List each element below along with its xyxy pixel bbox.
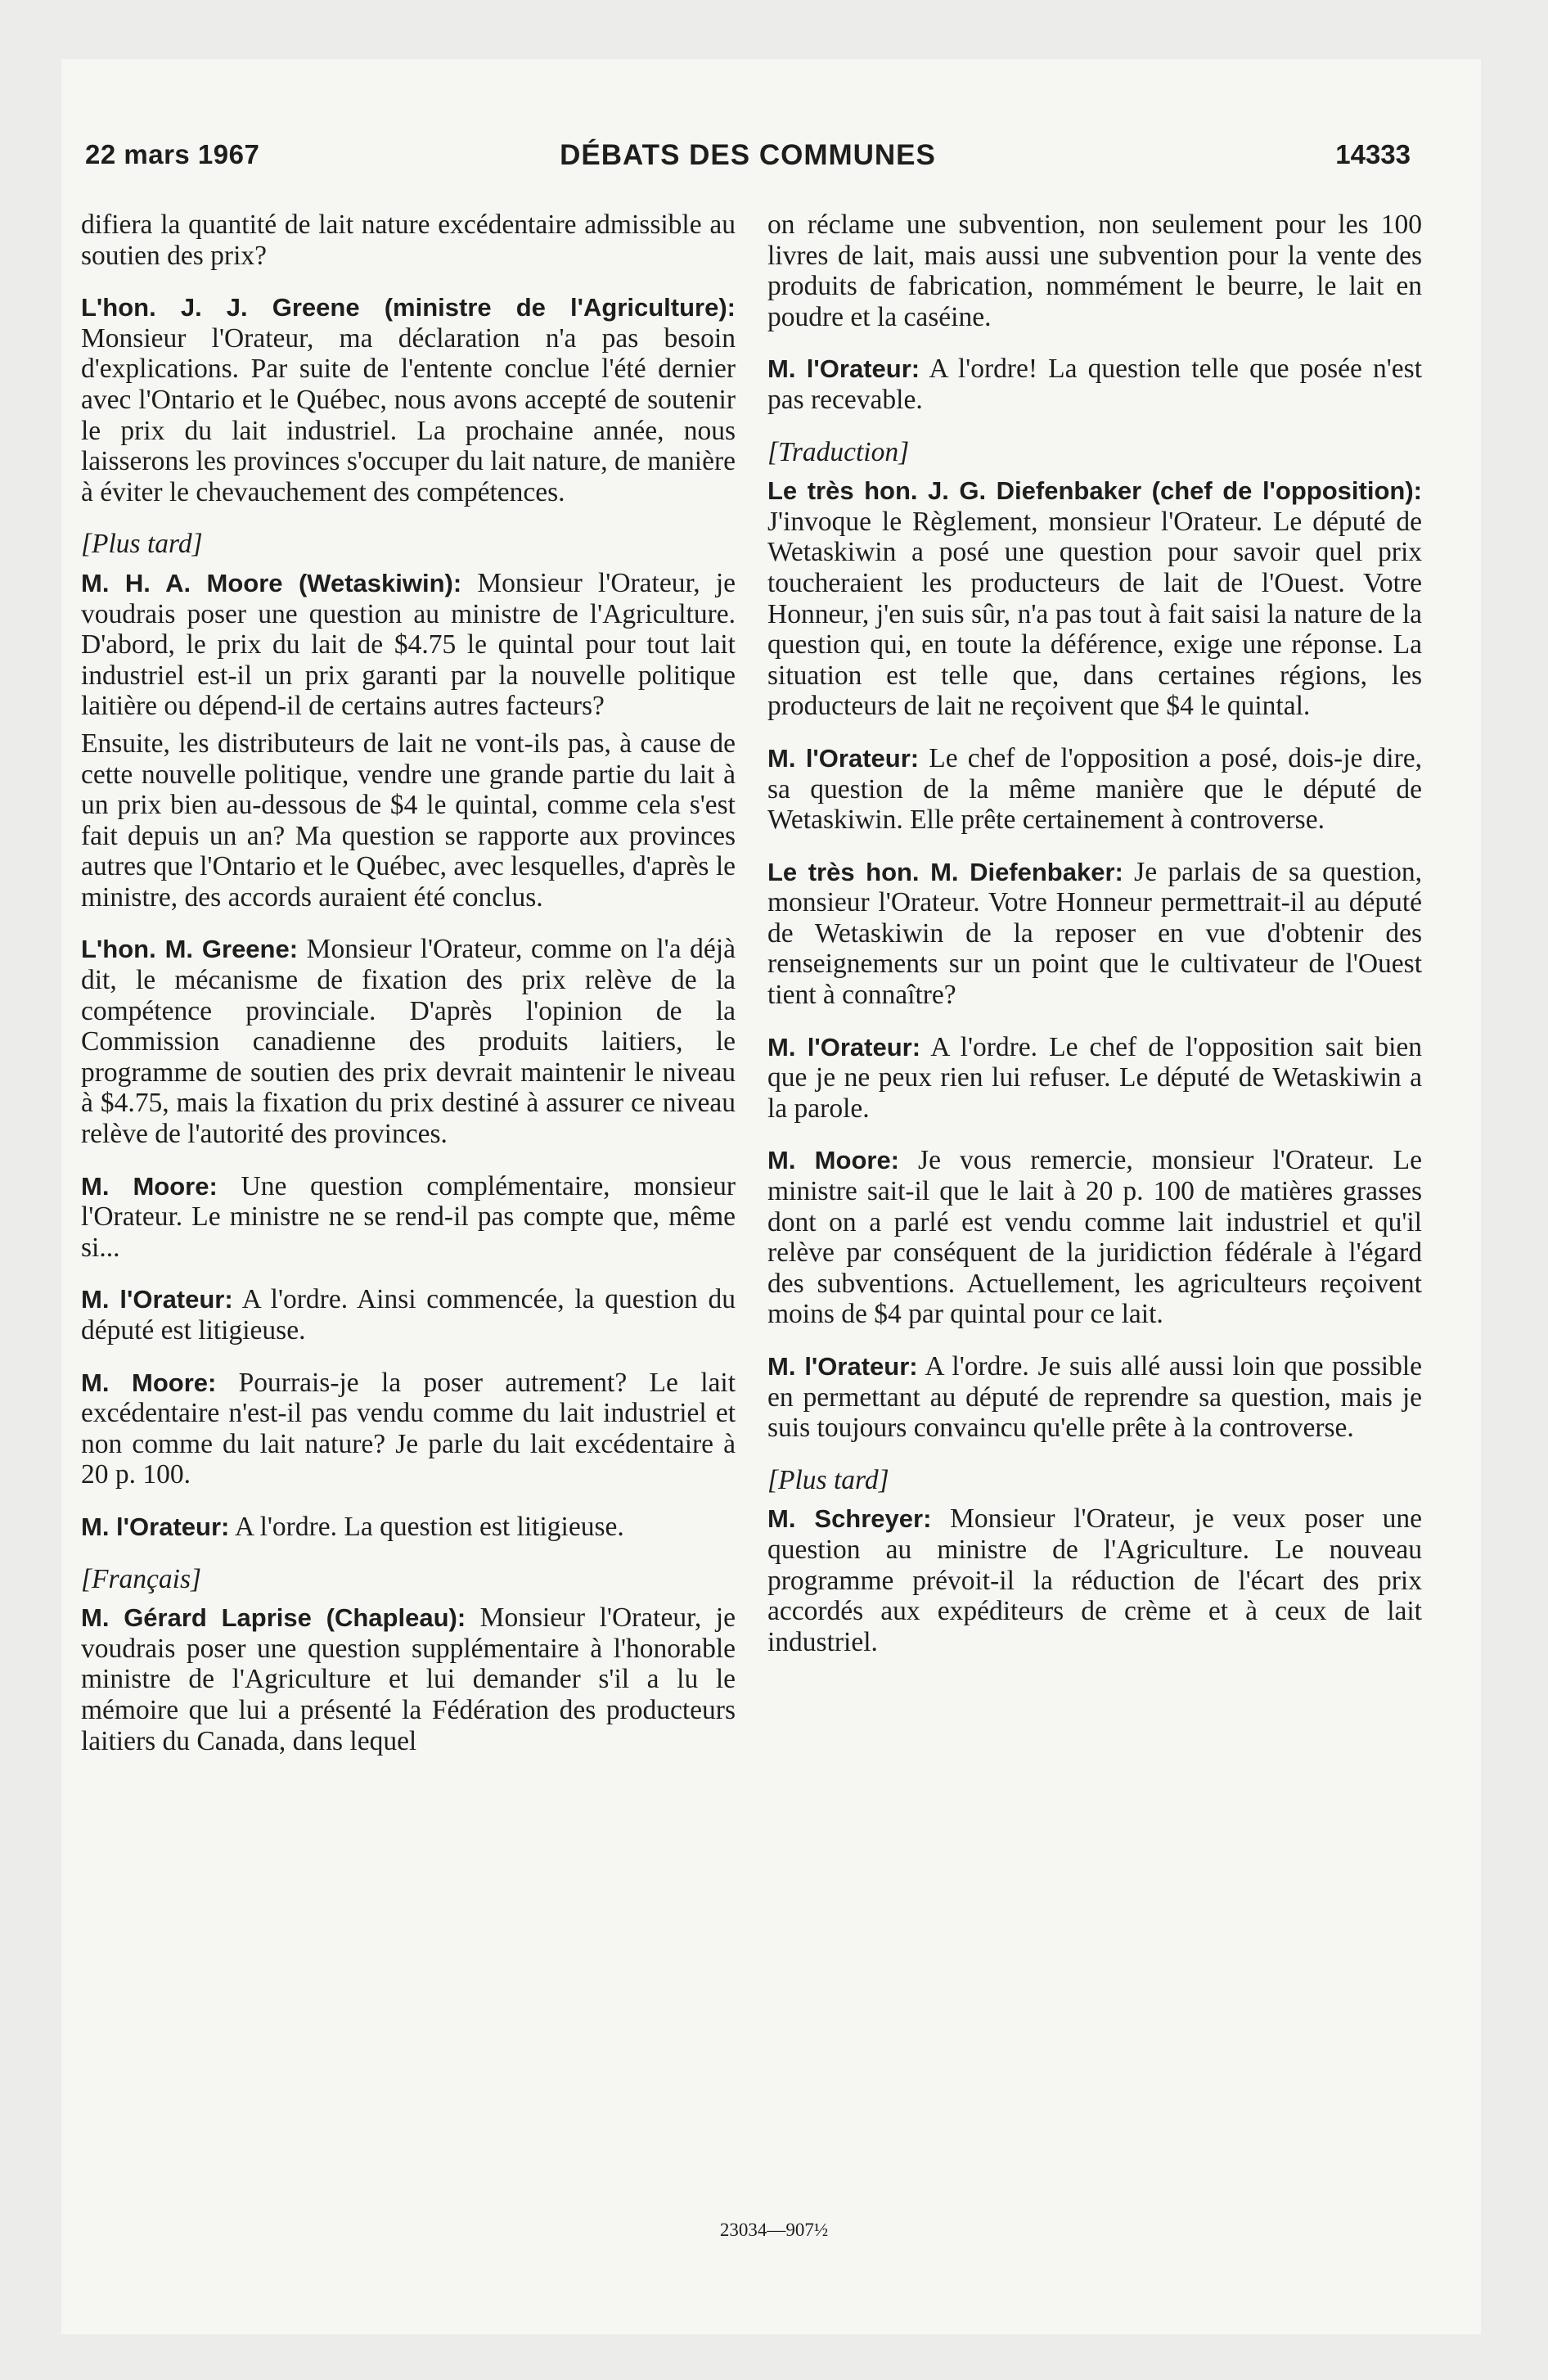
- speaker-name: M. Moore:: [81, 1368, 217, 1397]
- language-tag: [Plus tard]: [81, 529, 203, 560]
- paragraph: [81, 568, 736, 722]
- speaker-name: M. l'Orateur:: [767, 1032, 921, 1062]
- paragraph: [767, 1032, 1422, 1125]
- paragraph-text: Une question complémentaire, monsieur l'Orateur. Le ministre ne se rend-il pas compte que, même si...: [81, 1170, 736, 1263]
- header-page-number: 14333: [1335, 139, 1411, 169]
- speaker-name: Le très hon. M. Diefenbaker:: [767, 857, 1123, 886]
- speaker-name: M. Moore:: [81, 1171, 218, 1201]
- paragraph-text: Je vous remercie, monsieur l'Orateur. Le ministre sait-il que le lait à 20 p. 100 de matières grasses dont on a parlé est vendu comme lait industriel et qu'il relève par conséquent de la juridiction fédérale à l'égard des subventions. Actuellement, les agriculteurs reçoivent moins de $4 par quintal pour ce lait.: [767, 1145, 1422, 1330]
- speaker-name: M. l'Orateur:: [767, 743, 920, 773]
- paragraph-text: J'invoque le Règlement, monsieur l'Orateur. Le député de Wetaskiwin a posé une question pour savoir quel prix toucheraient les producteurs de lait de l'Ouest. Votre Honneur, j'en suis sûr, n'a pas tout à fait saisi la nature de la question qui, en toute la déférence, exige une réponse. La situation est telle que, dans certaines régions, les producteurs de lait ne reçoivent que $4 le quintal.: [767, 506, 1422, 722]
- paragraph-text: A l'ordre. Le chef de l'opposition sait bien que je ne peux rien lui refuser. Le député de Wetaskiwin a la parole.: [767, 1031, 1422, 1124]
- speaker-name: M. l'Orateur:: [81, 1285, 233, 1314]
- speaker-name: L'hon. J. J. Greene (ministre de l'Agriculture):: [81, 293, 736, 322]
- paragraph: [81, 1512, 736, 1543]
- paragraph: [767, 743, 1422, 836]
- paragraph: [767, 857, 1422, 1011]
- page-header: [85, 139, 1411, 188]
- paragraph: [767, 210, 1422, 332]
- paragraph: [81, 934, 736, 1149]
- language-tag: [Plus tard]: [767, 1464, 889, 1495]
- paragraph-text: Le chef de l'opposition a posé, dois-je dire, sa question de la même manière que le député de Wetaskiwin. Elle prête certainement à controverse.: [767, 742, 1422, 836]
- paragraph-text: A l'ordre! La question telle que posée n'est pas recevable.: [767, 354, 1422, 415]
- paragraph: [81, 1284, 736, 1346]
- paragraph-text: difiera la quantité de lait nature excédentaire admissible au soutien des prix?: [81, 210, 736, 271]
- header-date: 22 mars 1967: [85, 139, 260, 169]
- paragraph-text: Pourrais-je la poser autrement? Le lait excédentaire n'est-il pas vendu comme du lait industriel et non comme du lait nature? Je parle du lait excédentaire à 20 p. 100.: [81, 1367, 736, 1490]
- paragraph: [767, 1351, 1422, 1444]
- paragraph-text: Monsieur l'Orateur, ma déclaration n'a pas besoin d'explications. Par suite de l'entente conclue l'été dernier avec l'Ontario et le Québec, nous avons accepté de soutenir le prix du lait industriel. La prochaine année, nous laisserons les provinces s'occuper du lait nature, de manière à éviter le chevauchement des compétences.: [81, 322, 736, 507]
- paragraph-text: A l'ordre. Ainsi commencée, la question du député est litigieuse.: [81, 1284, 736, 1346]
- paragraph-text: Monsieur l'Orateur, comme on l'a déjà dit, le mécanisme de fixation des prix relève de la compétence provinciale. D'après l'opinion de la Commission canadienne des produits laitiers, le programme de soutien des prix devrait maintenir le niveau à $4.75, mais la fixation du prix destiné à assurer ce niveau relève de l'autorité des provinces.: [81, 934, 736, 1150]
- language-tag: [Traduction]: [767, 436, 910, 467]
- paragraph: [81, 292, 736, 507]
- header-title: DÉBATS DES COMMUNES: [560, 139, 936, 171]
- left-column: [81, 210, 736, 1778]
- paragraph: [767, 354, 1422, 415]
- paragraph: [81, 210, 736, 271]
- speaker-name: M. Moore:: [767, 1146, 900, 1175]
- right-column: [767, 210, 1422, 1679]
- paragraph: [81, 1368, 736, 1490]
- speaker-name: L'hon. M. Greene:: [81, 935, 299, 964]
- paragraph-text: Monsieur l'Orateur, je veux poser une question au ministre de l'Agriculture. Le nouveau programme prévoit-il la réduction de l'écart des prix accordés aux expéditeurs de crème et à ceux de lait industriel.: [767, 1503, 1423, 1657]
- paragraph: [767, 1145, 1422, 1330]
- speaker-name: M. l'Orateur:: [767, 354, 920, 384]
- paragraph-text: A l'ordre. La question est litigieuse.: [229, 1511, 624, 1542]
- paragraph-text: Monsieur l'Orateur, je voudrais poser une question supplémentaire à l'honorable ministre de l'Agriculture et lui demander s'il a lu le mémoire que lui a présenté la Fédération des producteurs laitiers du Canada, dans lequel: [81, 1602, 736, 1756]
- speaker-name: M. l'Orateur:: [81, 1512, 230, 1541]
- paragraph-text: A l'ordre. Je suis allé aussi loin que possible en permettant au député de reprendre sa question, mais je suis toujours convaincu qu'elle prête à la controverse.: [767, 1351, 1422, 1444]
- speaker-name: M. Schreyer:: [767, 1504, 932, 1534]
- speaker-name: M. Gérard Laprise (Chapleau):: [81, 1603, 466, 1633]
- paragraph: [81, 728, 736, 913]
- paragraph: [767, 476, 1422, 722]
- paragraph-text: Monsieur l'Orateur, je voudrais poser une question au ministre de l'Agriculture. D'abord, le prix du lait de $4.75 le quintal pour tout lait industriel est-il un prix garanti par la nouvelle politique laitière ou dépend-il de certains autres facteurs?: [81, 567, 736, 722]
- paragraph: [767, 1503, 1422, 1657]
- paragraph: [81, 1171, 736, 1264]
- speaker-name: M. l'Orateur:: [767, 1352, 918, 1381]
- paragraph-text: Ensuite, les distributeurs de lait ne vont-ils pas, à cause de cette nouvelle politique, vendre une grande partie du lait à un prix bien au-dessous de $4 le quintal, comme cela s'est fait depuis un an? Ma question se rapporte aux provinces autres que l'Ontario et le Québec, avec lesquelles, d'après le ministre, des accords auraient été conclus.: [81, 728, 736, 913]
- language-tag: [Français]: [81, 1563, 202, 1594]
- speaker-name: Le très hon. J. G. Diefenbaker (chef de l'opposition):: [767, 476, 1422, 506]
- paragraph-text: on réclame une subvention, non seulement pour les 100 livres de lait, mais aussi une subvention pour la vente des produits de fabrication, nommément le beurre, le lait en poudre et la caséine.: [767, 210, 1422, 332]
- paragraph: [81, 1602, 736, 1756]
- speaker-name: M. H. A. Moore (Wetaskiwin):: [81, 568, 462, 597]
- paragraph-text: Je parlais de sa question, monsieur l'Orateur. Votre Honneur permettrait-il au député de Wetaskiwin de la reposer en vue d'obtenir des renseignements sur un point que le cultivateur de l'Ouest tient à connaître?: [767, 856, 1422, 1011]
- footer-code: 23034—907½: [719, 2220, 829, 2240]
